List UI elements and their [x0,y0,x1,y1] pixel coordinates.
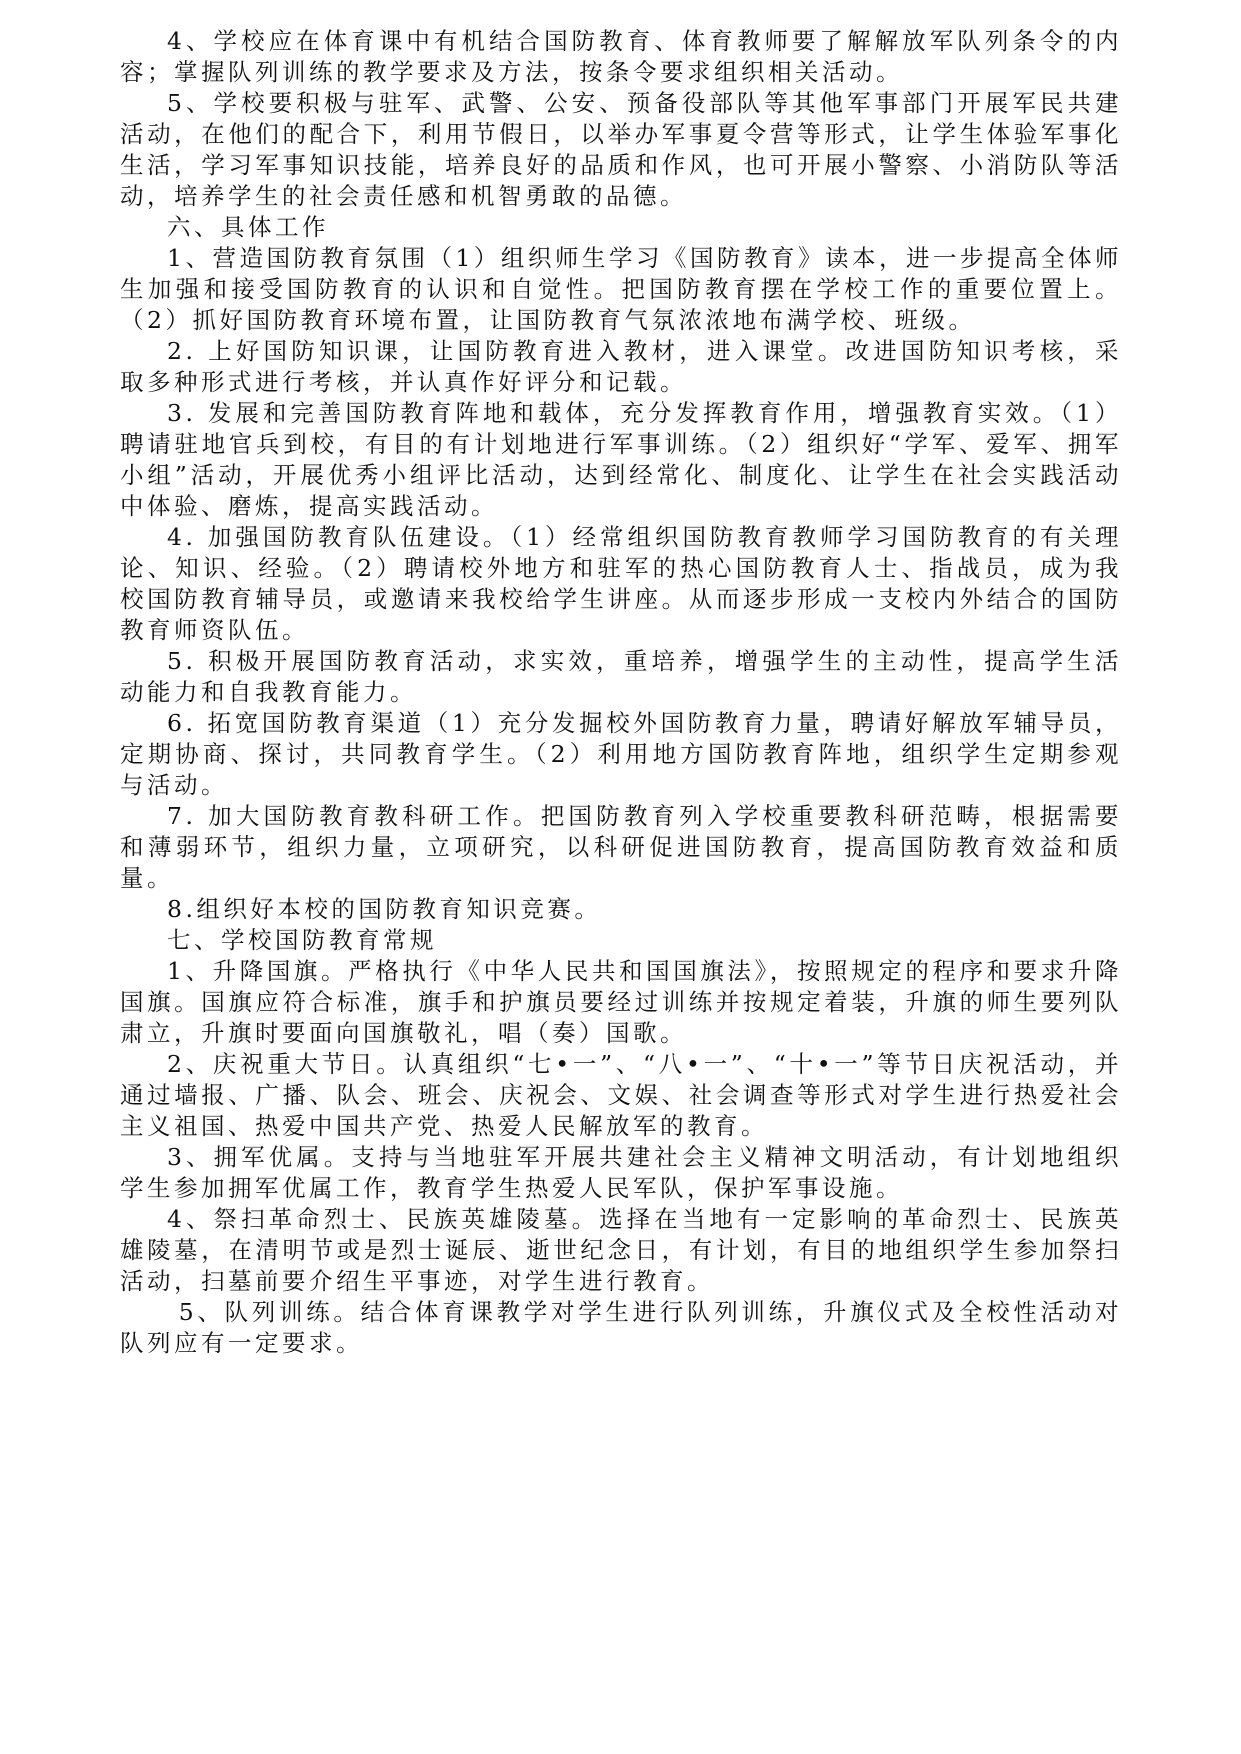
section-heading-routine: 七、学校国防教育常规 [167,926,437,954]
paragraph-work-2: 2. 上好国防知识课，让国防教育进入教材，进入课堂。改进国防知识考核，采取多种形式进行考核，并认真作好评分和记载。 [120,337,1122,396]
paragraph-routine-5: 5、队列训练。结合体育课教学对学生进行队列训练，升旗仪式及全校性活动对队列应有一定要求。 [120,1298,1122,1357]
paragraph-work-1: 1、营造国防教育氛围（1）组织师生学习《国防教育》读本，进一步提高全体师生加强和接受国防教育的认识和自觉性。把国防教育摆在学校工作的重要位置上。（2）抓好国防教育环境布置，让国防教育气氛浓浓地布满学校、班级。 [120,244,1122,334]
paragraph-work-4: 4. 加强国防教育队伍建设。（1）经常组织国防教育教师学习国防教育的有关理论、知识、经验。（2）聘请校外地方和驻军的热心国防教育人士、指战员，成为我校国防教育辅导员，或邀请来我校给学生讲座。从而逐步形成一支校内外结合的国防教育师资队伍。 [120,523,1122,644]
paragraph-work-5: 5. 积极开展国防教育活动，求实效，重培养，增强学生的主动性，提高学生活动能力和自我教育能力。 [120,647,1122,706]
paragraph-work-3: 3. 发展和完善国防教育阵地和载体，充分发挥教育作用，增强教育实效。（1）聘请驻地官兵到校，有目的有计划地进行军事训练。（2）组织好“学军、爱军、拥军小组”活动，开展优秀小组评比活动，达到经常化、制度化、让学生在社会实践活动中体验、磨炼，提高实践活动。 [120,399,1122,520]
paragraph-work-8: 8.组织好本校的国防教育知识竞赛。 [167,895,602,923]
paragraph-work-6: 6. 拓宽国防教育渠道（1）充分发掘校外国防教育力量，聘请好解放军辅导员，定期协商、探讨，共同教育学生。（2）利用地方国防教育阵地，组织学生定期参观与活动。 [120,709,1122,799]
document-page [120,26,1122,1359]
paragraph-routine-4: 4、祭扫革命烈士、民族英雄陵墓。选择在当地有一定影响的革命烈士、民族英雄陵墓，在清明节或是烈士诞辰、逝世纪念日，有计划，有目的地组织学生参加祭扫活动，扫墓前要介绍生平事迹，对学生进行教育。 [120,1205,1122,1295]
paragraph-routine-3: 3、拥军优属。支持与当地驻军开展共建社会主义精神文明活动，有计划地组织学生参加拥军优属工作，教育学生热爱人民军队，保护军事设施。 [120,1143,1122,1202]
paragraph-item-4-pe-integration: 4、学校应在体育课中有机结合国防教育、体育教师要了解解放军队列条令的内容；掌握队列训练的教学要求及方法，按条令要求组织相关活动。 [120,27,1122,86]
paragraph-routine-1: 1、升降国旗。严格执行《中华人民共和国国旗法》，按照规定的程序和要求升降国旗。国旗应符合标准，旗手和护旗员要经过训练并按规定着装，升旗的师生要列队肃立，升旗时要面向国旗敬礼，唱（奏）国歌。 [120,957,1122,1047]
paragraph-routine-2: 2、庆祝重大节日。认真组织“七•一”、“八•一”、“十•一”等节日庆祝活动，并通过墙报、广播、队会、班会、庆祝会、文娱、社会调查等形式对学生进行热爱社会主义祖国、热爱中国共产党、热爱人民解放军的教育。 [120,1050,1122,1140]
paragraph-work-7: 7. 加大国防教育教科研工作。把国防教育列入学校重要教科研范畴，根据需要和薄弱环节，组织力量，立项研究，以科研促进国防教育，提高国防教育效益和质量。 [120,802,1122,892]
paragraph-item-5-military-civil: 5、学校要积极与驻军、武警、公安、预备役部队等其他军事部门开展军民共建活动，在他们的配合下，利用节假日，以举办军事夏令营等形式，让学生体验军事化生活，学习军事知识技能，培养良好的品质和作风，也可开展小警察、小消防队等活动，培养学生的社会责任感和机智勇敢的品德。 [120,89,1122,210]
section-heading-specific-work: 六、具体工作 [167,213,329,241]
